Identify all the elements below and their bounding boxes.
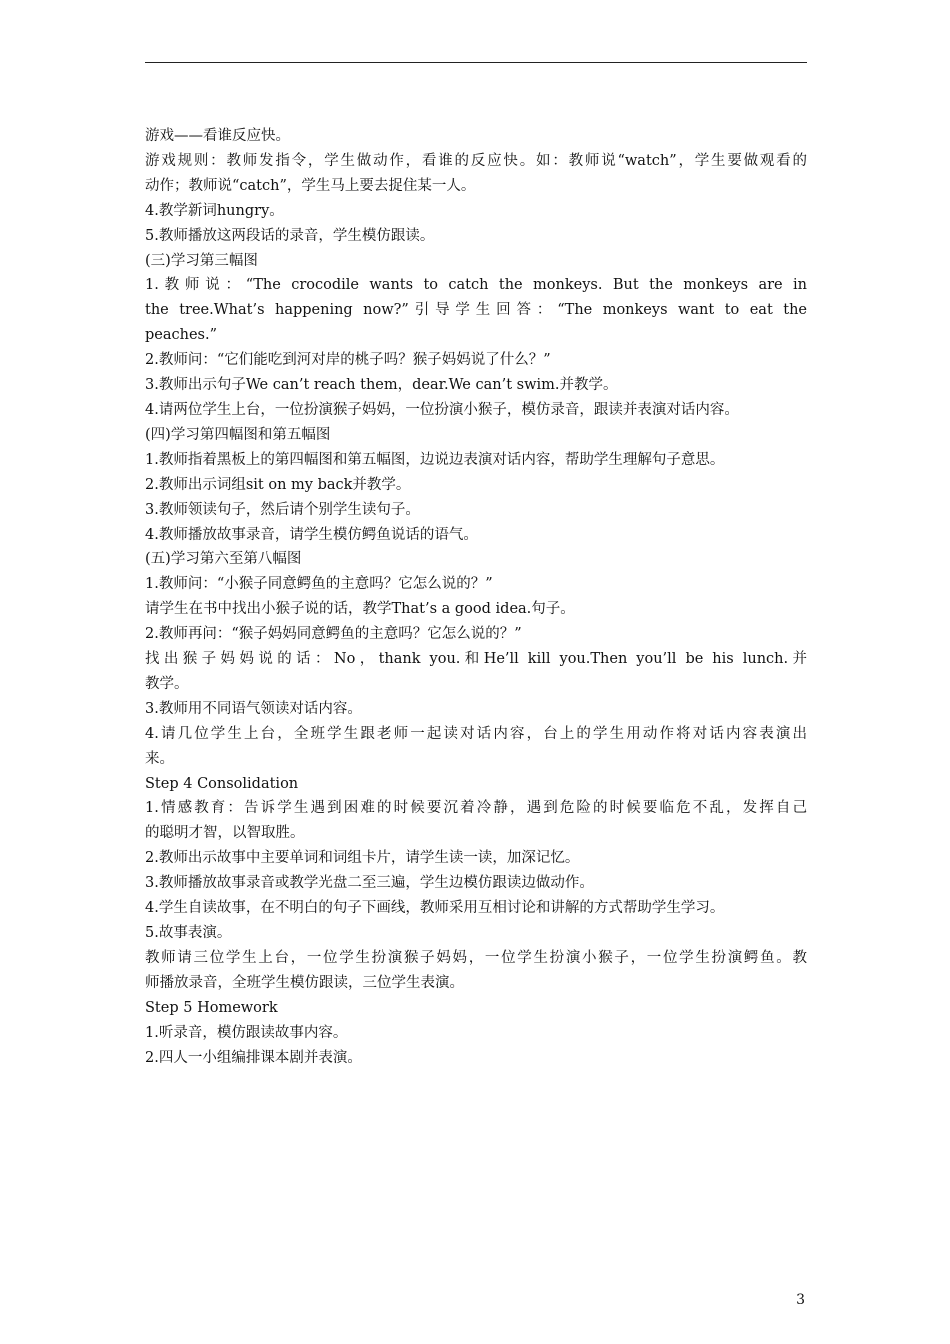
text-line: 2.教师再问：“猴子妈妈同意鳄鱼的主意吗？它怎么说的？” <box>145 626 522 643</box>
text-line: 动作；教师说“catch”，学生马上要去捉住某一人。 <box>145 177 476 194</box>
text-line: 游戏规则：教师发指令，学生做动作，看谁的反应快。如：教师说“watch”，学生要做观看的 <box>145 152 807 169</box>
header-rule <box>145 62 807 63</box>
page-number: 3 <box>796 1292 805 1308</box>
text-line: 1.听录音，模仿跟读故事内容。 <box>145 1024 348 1041</box>
text-line: 4.教学新词hungry。 <box>145 202 284 219</box>
section-heading: (四)学习第四幅图和第五幅图 <box>145 426 331 443</box>
text-line: 师播放录音，全班学生模仿跟读，三位学生表演。 <box>145 974 464 991</box>
text-line: 3.教师领读句子，然后请个别学生读句子。 <box>145 501 420 518</box>
text-line: peaches.” <box>145 327 218 344</box>
section-heading: Step 5 Homework <box>145 999 278 1016</box>
text-line: 教师请三位学生上台，一位学生扮演猴子妈妈，一位学生扮演小猴子，一位学生扮演鳄鱼。教 <box>145 949 807 966</box>
text-line: 1.教师指着黑板上的第四幅图和第五幅图，边说边表演对话内容，帮助学生理解句子意思。 <box>145 451 725 468</box>
text-line: 2.教师问：“它们能吃到河对岸的桃子吗？猴子妈妈说了什么？” <box>145 352 551 369</box>
text-line: 4.学生自读故事，在不明白的句子下画线，教师采用互相讨论和讲解的方式帮助学生学习。 <box>145 900 725 917</box>
text-line: 的聪明才智，以智取胜。 <box>145 825 305 842</box>
text-line: 找出猴子妈妈说的话：No，thank you.和He’ll kill you.Then you’ll be his lunch.并 <box>145 651 807 668</box>
document-body <box>145 124 807 1070</box>
section-heading: (三)学习第三幅图 <box>145 252 258 269</box>
text-line: 请学生在书中找出小猴子说的话，教学That’s a good idea.句子。 <box>145 601 575 618</box>
text-line: 游戏——看谁反应快。 <box>145 128 290 144</box>
text-line: 3.教师出示句子We can’t reach them，dear.We can’t swim.并教学。 <box>145 377 618 394</box>
text-line: 2.教师出示故事中主要单词和词组卡片，请学生读一读，加深记忆。 <box>145 850 580 867</box>
text-line: 3.教师用不同语气领读对话内容。 <box>145 700 362 717</box>
text-line: 2.四人一小组编排课本剧并表演。 <box>145 1049 362 1066</box>
text-line: the tree.What’s happening now?”引导学生回答：“The monkeys want to eat the <box>145 302 807 319</box>
section-heading: (五)学习第六至第八幅图 <box>145 551 302 568</box>
text-line: 1.情感教育：告诉学生遇到困难的时候要沉着冷静，遇到危险的时候要临危不乱，发挥自己 <box>145 800 807 817</box>
text-line: 4.教师播放故事录音，请学生模仿鳄鱼说话的语气。 <box>145 526 478 543</box>
text-line: 1.教师说：“The crocodile wants to catch the monkeys. But the monkeys are in <box>145 277 807 294</box>
text-line: 5.故事表演。 <box>145 925 232 941</box>
text-line: 1.教师问：“小猴子同意鳄鱼的主意吗？它怎么说的？” <box>145 576 493 593</box>
section-heading: Step 4 Consolidation <box>145 775 299 792</box>
text-line: 4.请几位学生上台，全班学生跟老师一起读对话内容，台上的学生用动作将对话内容表演出 <box>145 725 807 742</box>
text-line: 教学。 <box>145 675 189 692</box>
text-line: 4.请两位学生上台，一位扮演猴子妈妈，一位扮演小猴子，模仿录音，跟读并表演对话内容。 <box>145 401 739 418</box>
text-line: 5.教师播放这两段话的录音，学生模仿跟读。 <box>145 227 435 244</box>
text-line: 2.教师出示词组sit on my back并教学。 <box>145 476 411 493</box>
text-line: 来。 <box>145 750 174 767</box>
text-line: 3.教师播放故事录音或教学光盘二至三遍，学生边模仿跟读边做动作。 <box>145 875 594 892</box>
